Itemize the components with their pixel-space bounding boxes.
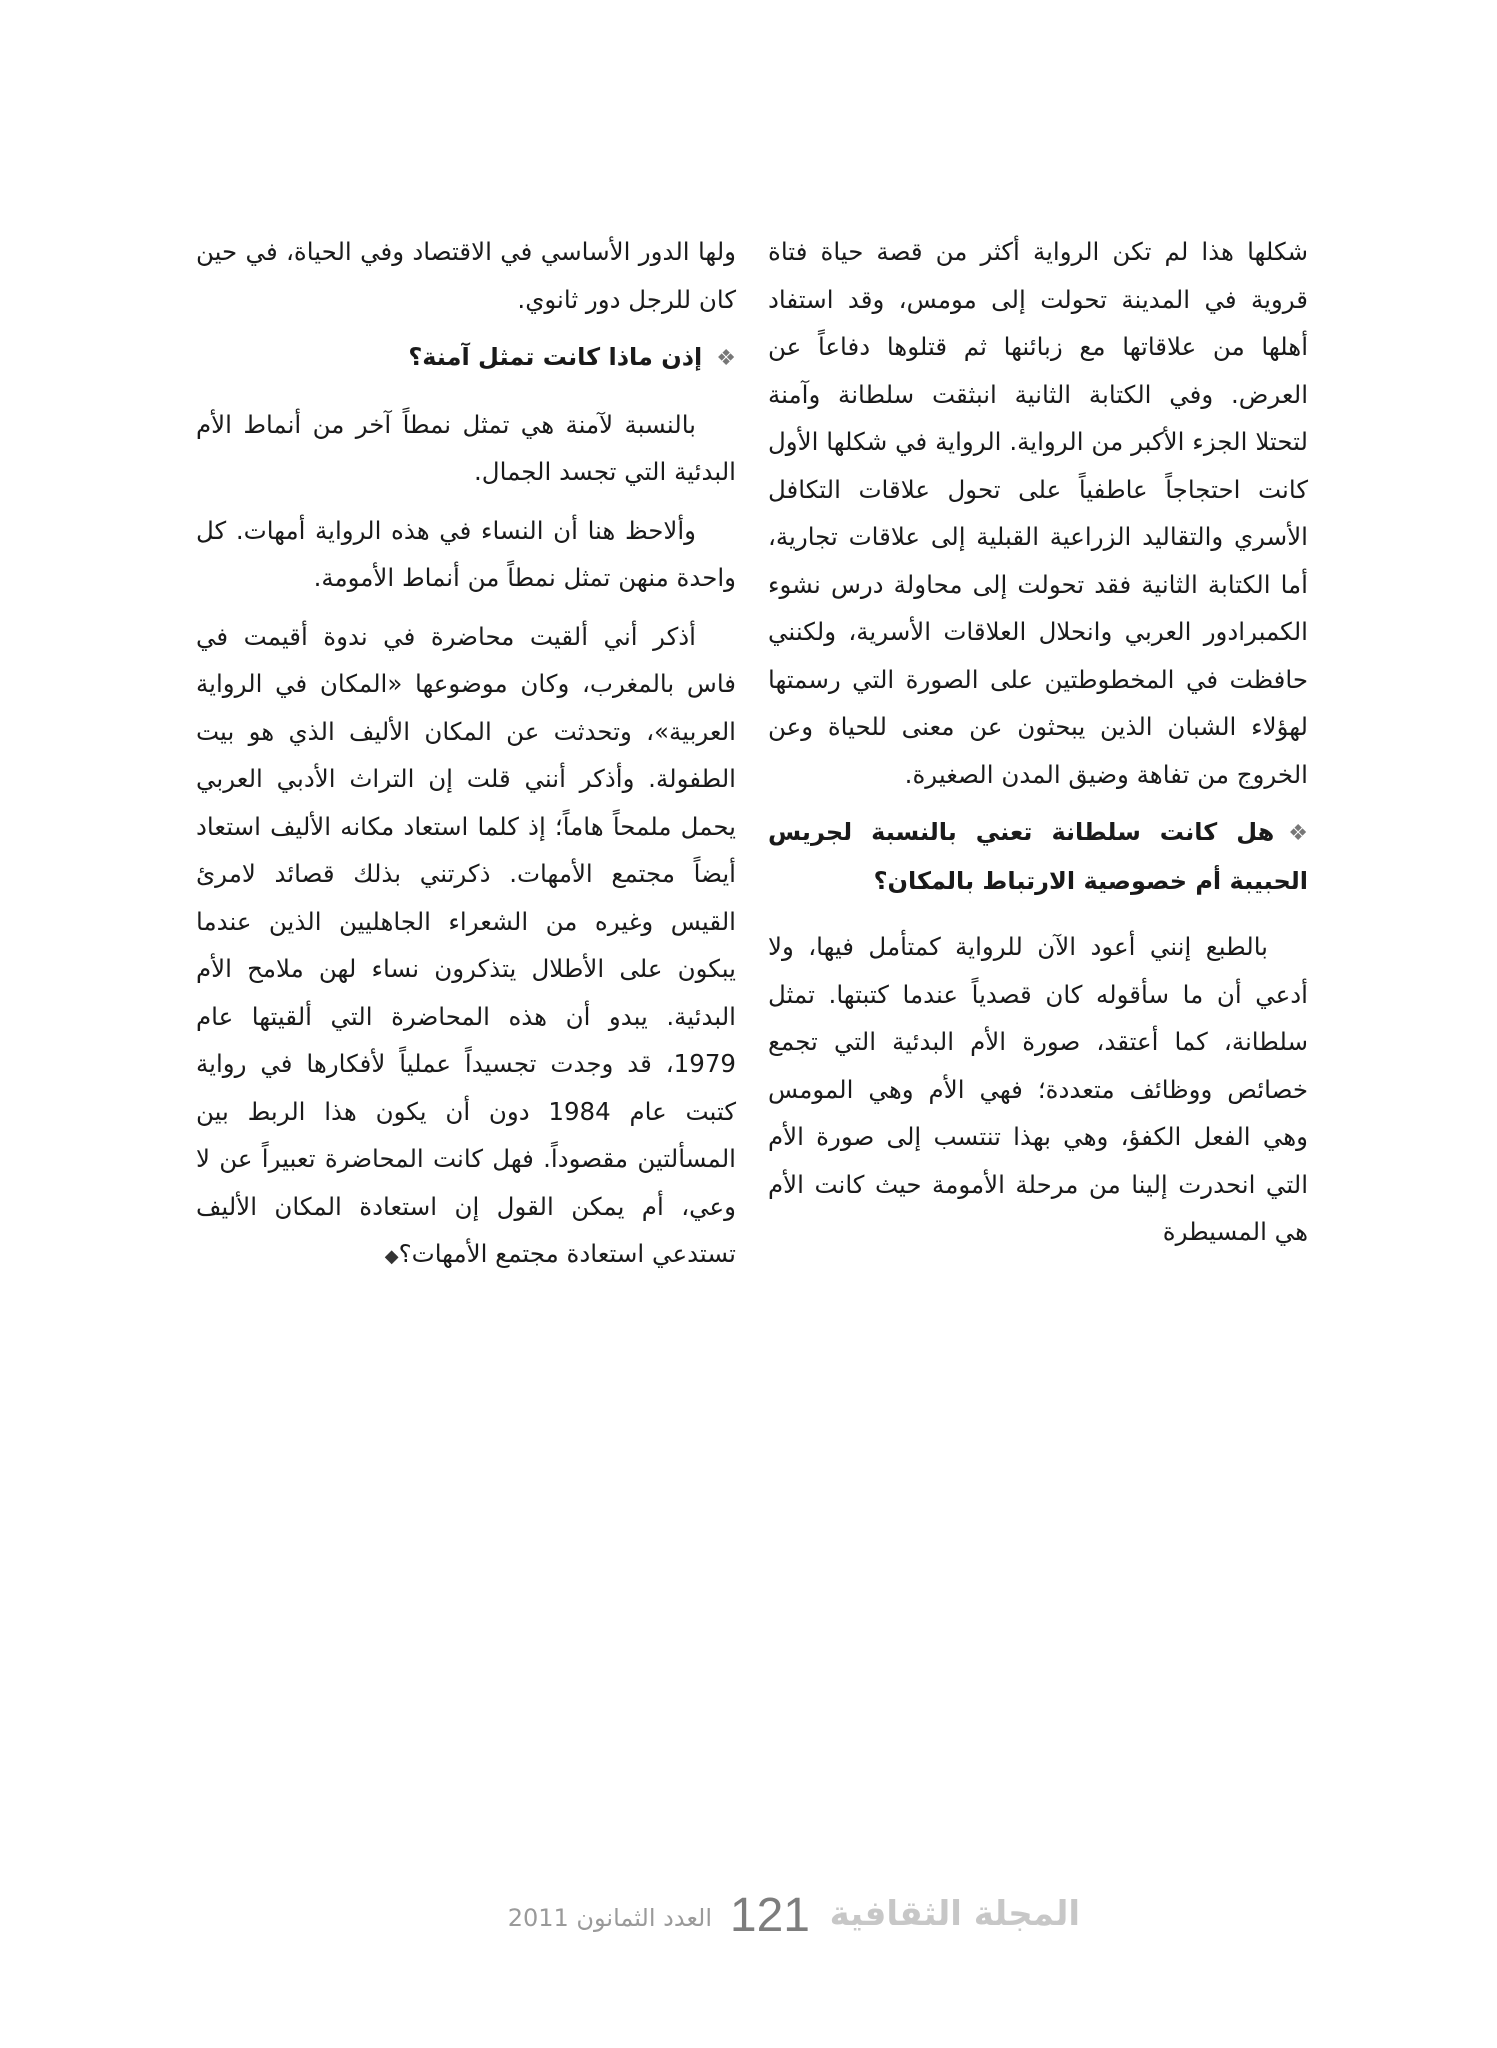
paragraph: شكلها هذا لم تكن الرواية أكثر من قصة حياة فتاة قروية في المدينة تحولت إلى مومس، وقد استفاد أهلها من علاقاتها مع زبائنها ثم قتلوها دفاعاً عن العرض. وفي الكتابة الثانية انبثقت سلطانة وآمنة لتحتلا الجزء الأكبر من الرواية. الرواية في شكلها الأول كانت احتجاجاً عاطفياً على تحول علاقات التكافل الأسري والتقاليد الزراعية القبلية إلى علاقات تجارية، أما الكتابة الثانية فقد تحولت إلى محاولة درس نشوء الكمبرادور العربي وانحلال العلاقات الأسرية، ولكنني حافظت في المخطوطتين على الصورة التي رسمتها لهؤلاء الشبان الذين يبحثون عن معنى للحياة وعن الخروج من تفاهة وضيق المدن الصغيرة. xyxy=(768,237,1308,789)
page-footer xyxy=(440,1888,1080,1948)
paragraph-text: أذكر أني ألقيت محاضرة في ندوة أقيمت في فاس بالمغرب، وكان موضوعها «المكان في الرواية العربية»، وتحدثت عن المكان الأليف الذي هو بيت الطفولة. وأذكر أنني قلت إن التراث الأدبي العربي يحمل ملمحاً هاماً؛ إذ كلما استعاد مكانه الأليف استعاد أيضاً مجتمع الأمهات. ذكرتني بذلك قصائد لامرئ القيس وغيره من الشعراء الجاهليين الذين عندما يبكون على الأطلال يتذكرون نساء لهن ملامح الأم البدئية. يبدو أن هذه المحاضرة التي ألقيتها عام 1979، قد وجدت تجسيداً عملياً لأفكارها في رواية كتبت عام 1984 دون أن يكون هذا الربط بين المسألتين مقصوداً. فهل كانت المحاضرة تعبيراً عن لا وعي، أم يمكن القول إن استعادة المكان الأليف تستدعي استعادة مجتمع الأمهات؟ xyxy=(196,621,736,1268)
issue-label: العدد الثمانون 2011 xyxy=(507,1904,712,1932)
magazine-name: المجلة الثقافية xyxy=(829,1894,1080,1934)
question-text: إذن ماذا كانت تمثل آمنة؟ xyxy=(408,343,703,371)
diamond-bullet-icon: ❖ xyxy=(1288,821,1308,846)
paragraph: بالطبع إنني أعود الآن للرواية كمتأمل فيها، ولا أدعي أن ما سأقوله كان قصدياً عندما كتبتها. تمثل سلطانة، كما أعتقد، صورة الأم البدئية التي تجمع خصائص ووظائف متعددة؛ فهي الأم وهي المومس وهي الفعل الكفؤ، وهي بهذا تنتسب إلى صورة الأم التي انحدرت إلينا من مرحلة الأمومة حيث كانت الأم هي المسيطرة xyxy=(768,932,1308,1246)
interview-question xyxy=(196,334,736,383)
paragraph: بالنسبة لآمنة هي تمثل نمطاً آخر من أنماط الأم البدئية التي تجسد الجمال. xyxy=(196,409,736,486)
question-text: هل كانت سلطانة تعني بالنسبة لجريس الحبيبة أم خصوصية الارتباط بالمكان؟ xyxy=(768,818,1308,895)
interview-question xyxy=(768,809,1308,905)
paragraph xyxy=(196,613,736,1281)
paragraph: ولها الدور الأساسي في الاقتصاد وفي الحياة، في حين كان للرجل دور ثانوي. xyxy=(196,237,736,314)
right-column xyxy=(768,228,1308,1267)
diamond-bullet-icon: ❖ xyxy=(716,346,736,371)
paragraph: وألاحظ هنا أن النساء في هذه الرواية أمهات. كل واحدة منهن تمثل نمطاً من أنماط الأمومة. xyxy=(196,515,736,592)
end-diamond-icon: ◆ xyxy=(384,1246,399,1267)
page-number: 121 xyxy=(729,1889,810,1942)
left-column xyxy=(196,228,736,1292)
